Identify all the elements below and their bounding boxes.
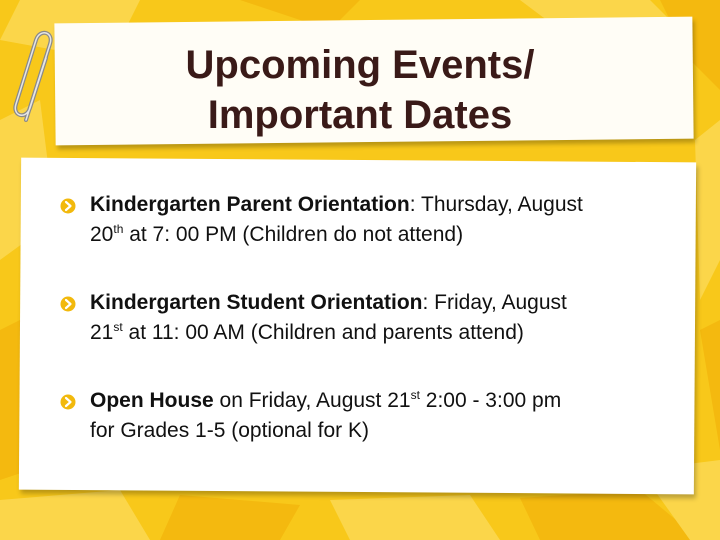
title-line-1: Upcoming Events/ [185,43,535,87]
event-text: : Thursday, August [409,193,583,216]
event-text: on Friday, August 21 [213,389,411,412]
circle-chevron-right-icon [60,296,76,312]
event-details: at 11: 00 AM (Children and parents attend) [122,321,524,344]
events-list [60,190,680,484]
page-title [90,40,630,140]
event-date-suffix: th [113,222,124,236]
event-date-day: 21 [90,321,114,344]
circle-chevron-right-icon [60,198,76,214]
event-title: Kindergarten Parent Orientation [90,193,410,216]
event-date-suffix: st [113,320,123,334]
event-text: : Friday, August [422,291,567,314]
event-details: for Grades 1-5 (optional for K) [90,419,369,442]
event-details: at 7: 00 PM (Children do not attend) [123,223,464,246]
title-line-2: Important Dates [207,93,513,137]
event-title: Kindergarten Student Orientation [90,291,423,314]
event-time: 2:00 - 3:00 pm [419,389,562,412]
event-item-student-orientation [60,288,680,348]
paperclip-icon [12,28,62,128]
event-item-open-house [60,386,680,446]
circle-chevron-right-icon [60,394,76,410]
event-item-parent-orientation [60,190,680,250]
event-date-day: 20 [90,223,114,246]
event-title: Open House [90,389,214,412]
event-date-suffix: st [410,388,420,402]
